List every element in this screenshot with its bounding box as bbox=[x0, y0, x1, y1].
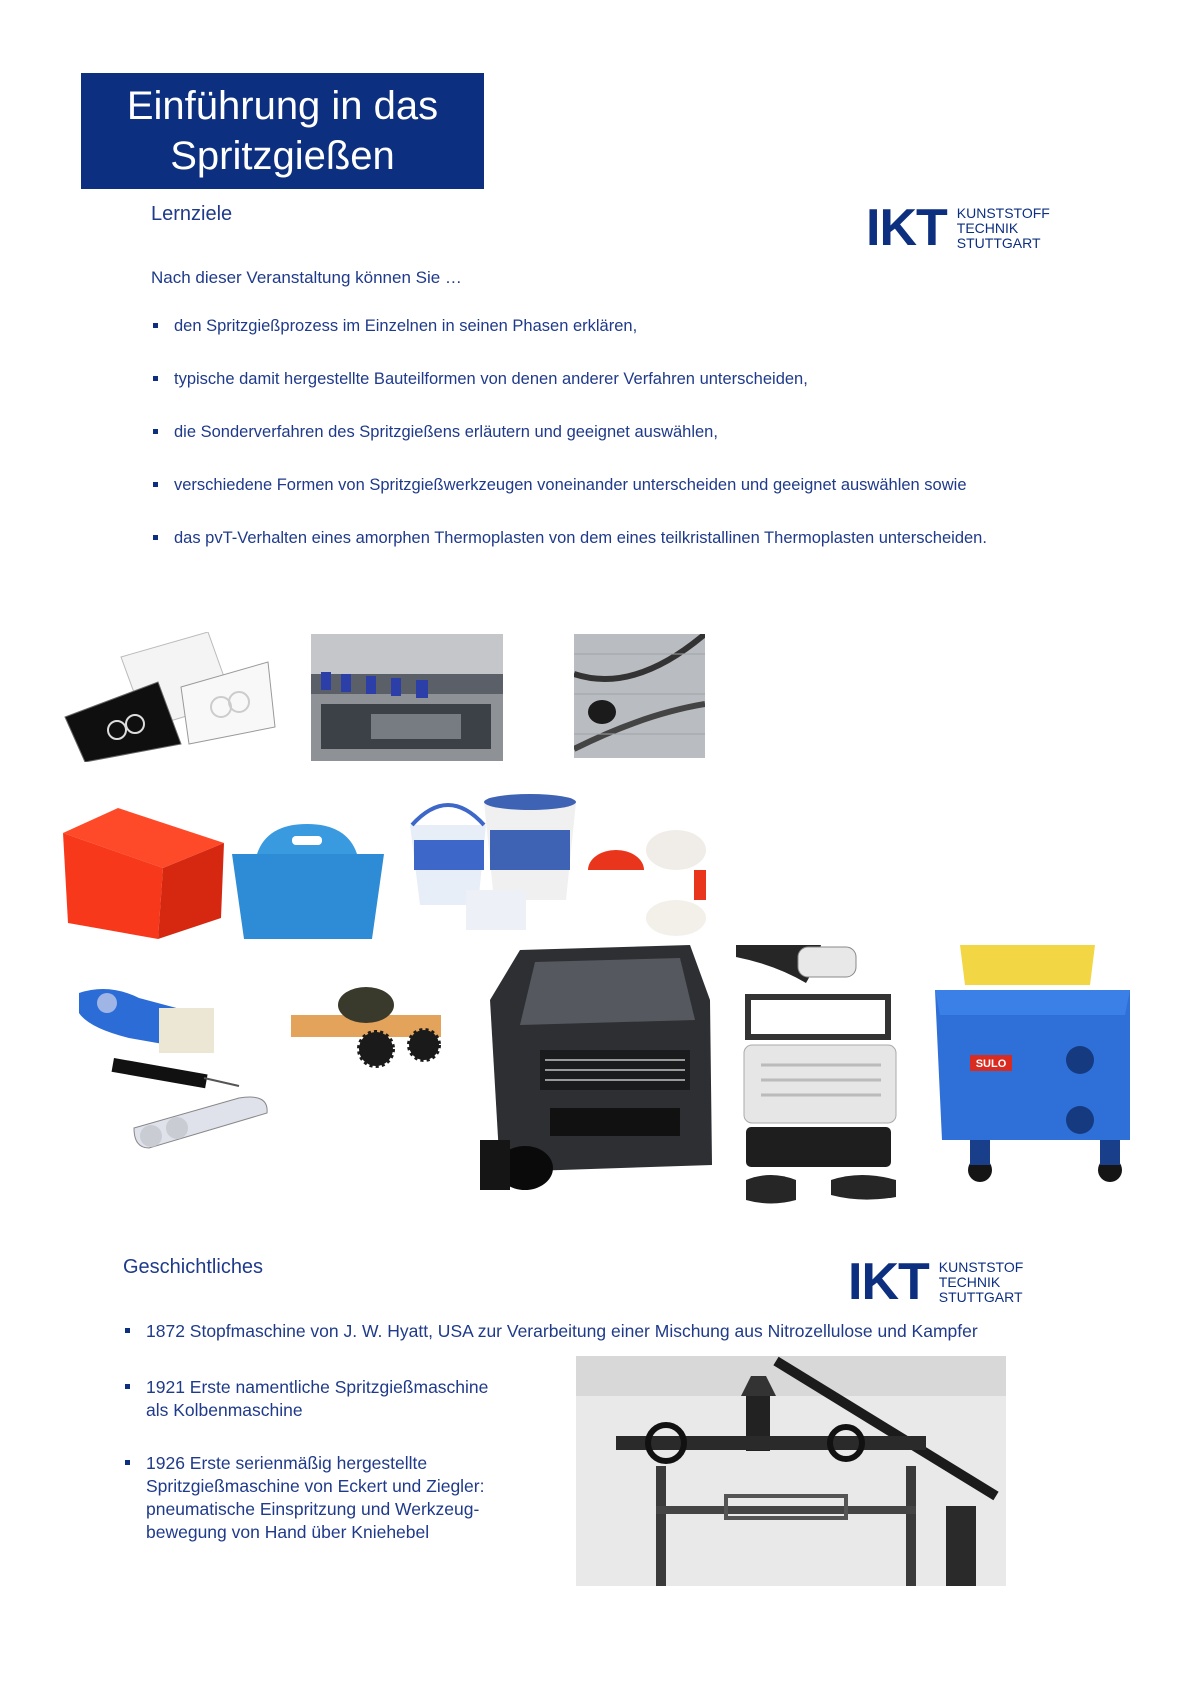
gears-photo bbox=[291, 987, 441, 1077]
goal-item: typische damit hergestellte Bauteilformen von denen anderer Verfahren unterscheiden, bbox=[151, 368, 1059, 390]
history-list bbox=[123, 1320, 1053, 1343]
title-line-2: Spritzgießen bbox=[170, 134, 395, 178]
history-item-1926 bbox=[123, 1452, 563, 1544]
learning-goals-list bbox=[151, 315, 1059, 580]
intro-text: Nach dieser Veranstaltung können Sie … bbox=[151, 268, 462, 287]
blue-bag-photo bbox=[232, 824, 384, 939]
ikt-logo-line3: STUTTGART bbox=[956, 234, 1041, 251]
goal-item: das pvT-Verhalten eines amorphen Thermoplasten von dem eines teilkristallinen Thermoplasten unterscheiden. bbox=[151, 527, 1059, 549]
ikt-logo-words bbox=[957, 206, 1050, 251]
metal-seal-photo bbox=[574, 634, 705, 758]
ikt-logo-2 bbox=[848, 1253, 1024, 1311]
history-text: als Kolbenmaschine bbox=[146, 1400, 303, 1420]
goal-item: den Spritzgießprozess im Einzelnen in seinen Phasen erklären, bbox=[151, 315, 1059, 337]
title-box bbox=[81, 73, 484, 189]
ikt-logo-line1: KUNSTSTOFF bbox=[956, 204, 1050, 221]
waste-container-photo bbox=[930, 945, 1135, 1195]
title-line-1: Einführung in das bbox=[126, 84, 439, 128]
ikt-logo-line1: KUNSTSTOF bbox=[938, 1258, 1024, 1275]
history-list bbox=[123, 1452, 563, 1544]
ikt-logo-line2: TECHNIK bbox=[938, 1273, 1001, 1290]
section-title-lernziele: Lernziele bbox=[151, 203, 233, 225]
historic-machine-photo bbox=[576, 1356, 1006, 1586]
ikt-logo-line3: STUTTGART bbox=[938, 1288, 1023, 1305]
history-text: pneumatische Einspritzung und Werkzeug- bbox=[146, 1499, 480, 1519]
flush-plates-photo bbox=[63, 632, 279, 762]
ikt-logo-line2: TECHNIK bbox=[956, 219, 1019, 236]
medical-parts-photo bbox=[79, 988, 269, 1153]
ikt-logo-mark: IKT bbox=[866, 199, 947, 257]
goal-item: verschiedene Formen von Spritzgießwerkzeugen voneinander unterscheiden und geeignet auswählen sowie bbox=[151, 474, 1059, 496]
ikt-logo bbox=[866, 199, 1050, 257]
goal-item: die Sonderverfahren des Spritzgießens erläutern und geeignet auswählen, bbox=[151, 421, 1059, 443]
history-text: bewegung von Hand über Kniehebel bbox=[146, 1522, 430, 1542]
history-item-1921 bbox=[123, 1376, 563, 1422]
ikt-logo-mark: IKT bbox=[848, 1253, 929, 1311]
history-list bbox=[123, 1376, 563, 1422]
container-label: SULO bbox=[975, 1058, 1007, 1070]
ikt-logo-words bbox=[939, 1260, 1024, 1305]
history-text: 1926 Erste serienmäßig hergestellte bbox=[146, 1453, 428, 1473]
history-text: Spritzgießmaschine von Eckert und Ziegler: bbox=[146, 1476, 485, 1496]
history-text: 1921 Erste namentliche Spritzgießmaschine bbox=[146, 1377, 489, 1397]
truck-parts-photo bbox=[736, 945, 906, 1207]
truck-photo bbox=[480, 940, 720, 1190]
buckets-photo bbox=[406, 790, 706, 938]
section-title-geschichtliches: Geschichtliches bbox=[123, 1256, 264, 1278]
machine-photo bbox=[311, 634, 503, 761]
history-item-1872: 1872 Stopfmaschine von J. W. Hyatt, USA zur Verarbeitung einer Mischung aus Nitrozellulose und Kampfer bbox=[123, 1320, 1053, 1343]
red-box-photo bbox=[63, 808, 224, 939]
